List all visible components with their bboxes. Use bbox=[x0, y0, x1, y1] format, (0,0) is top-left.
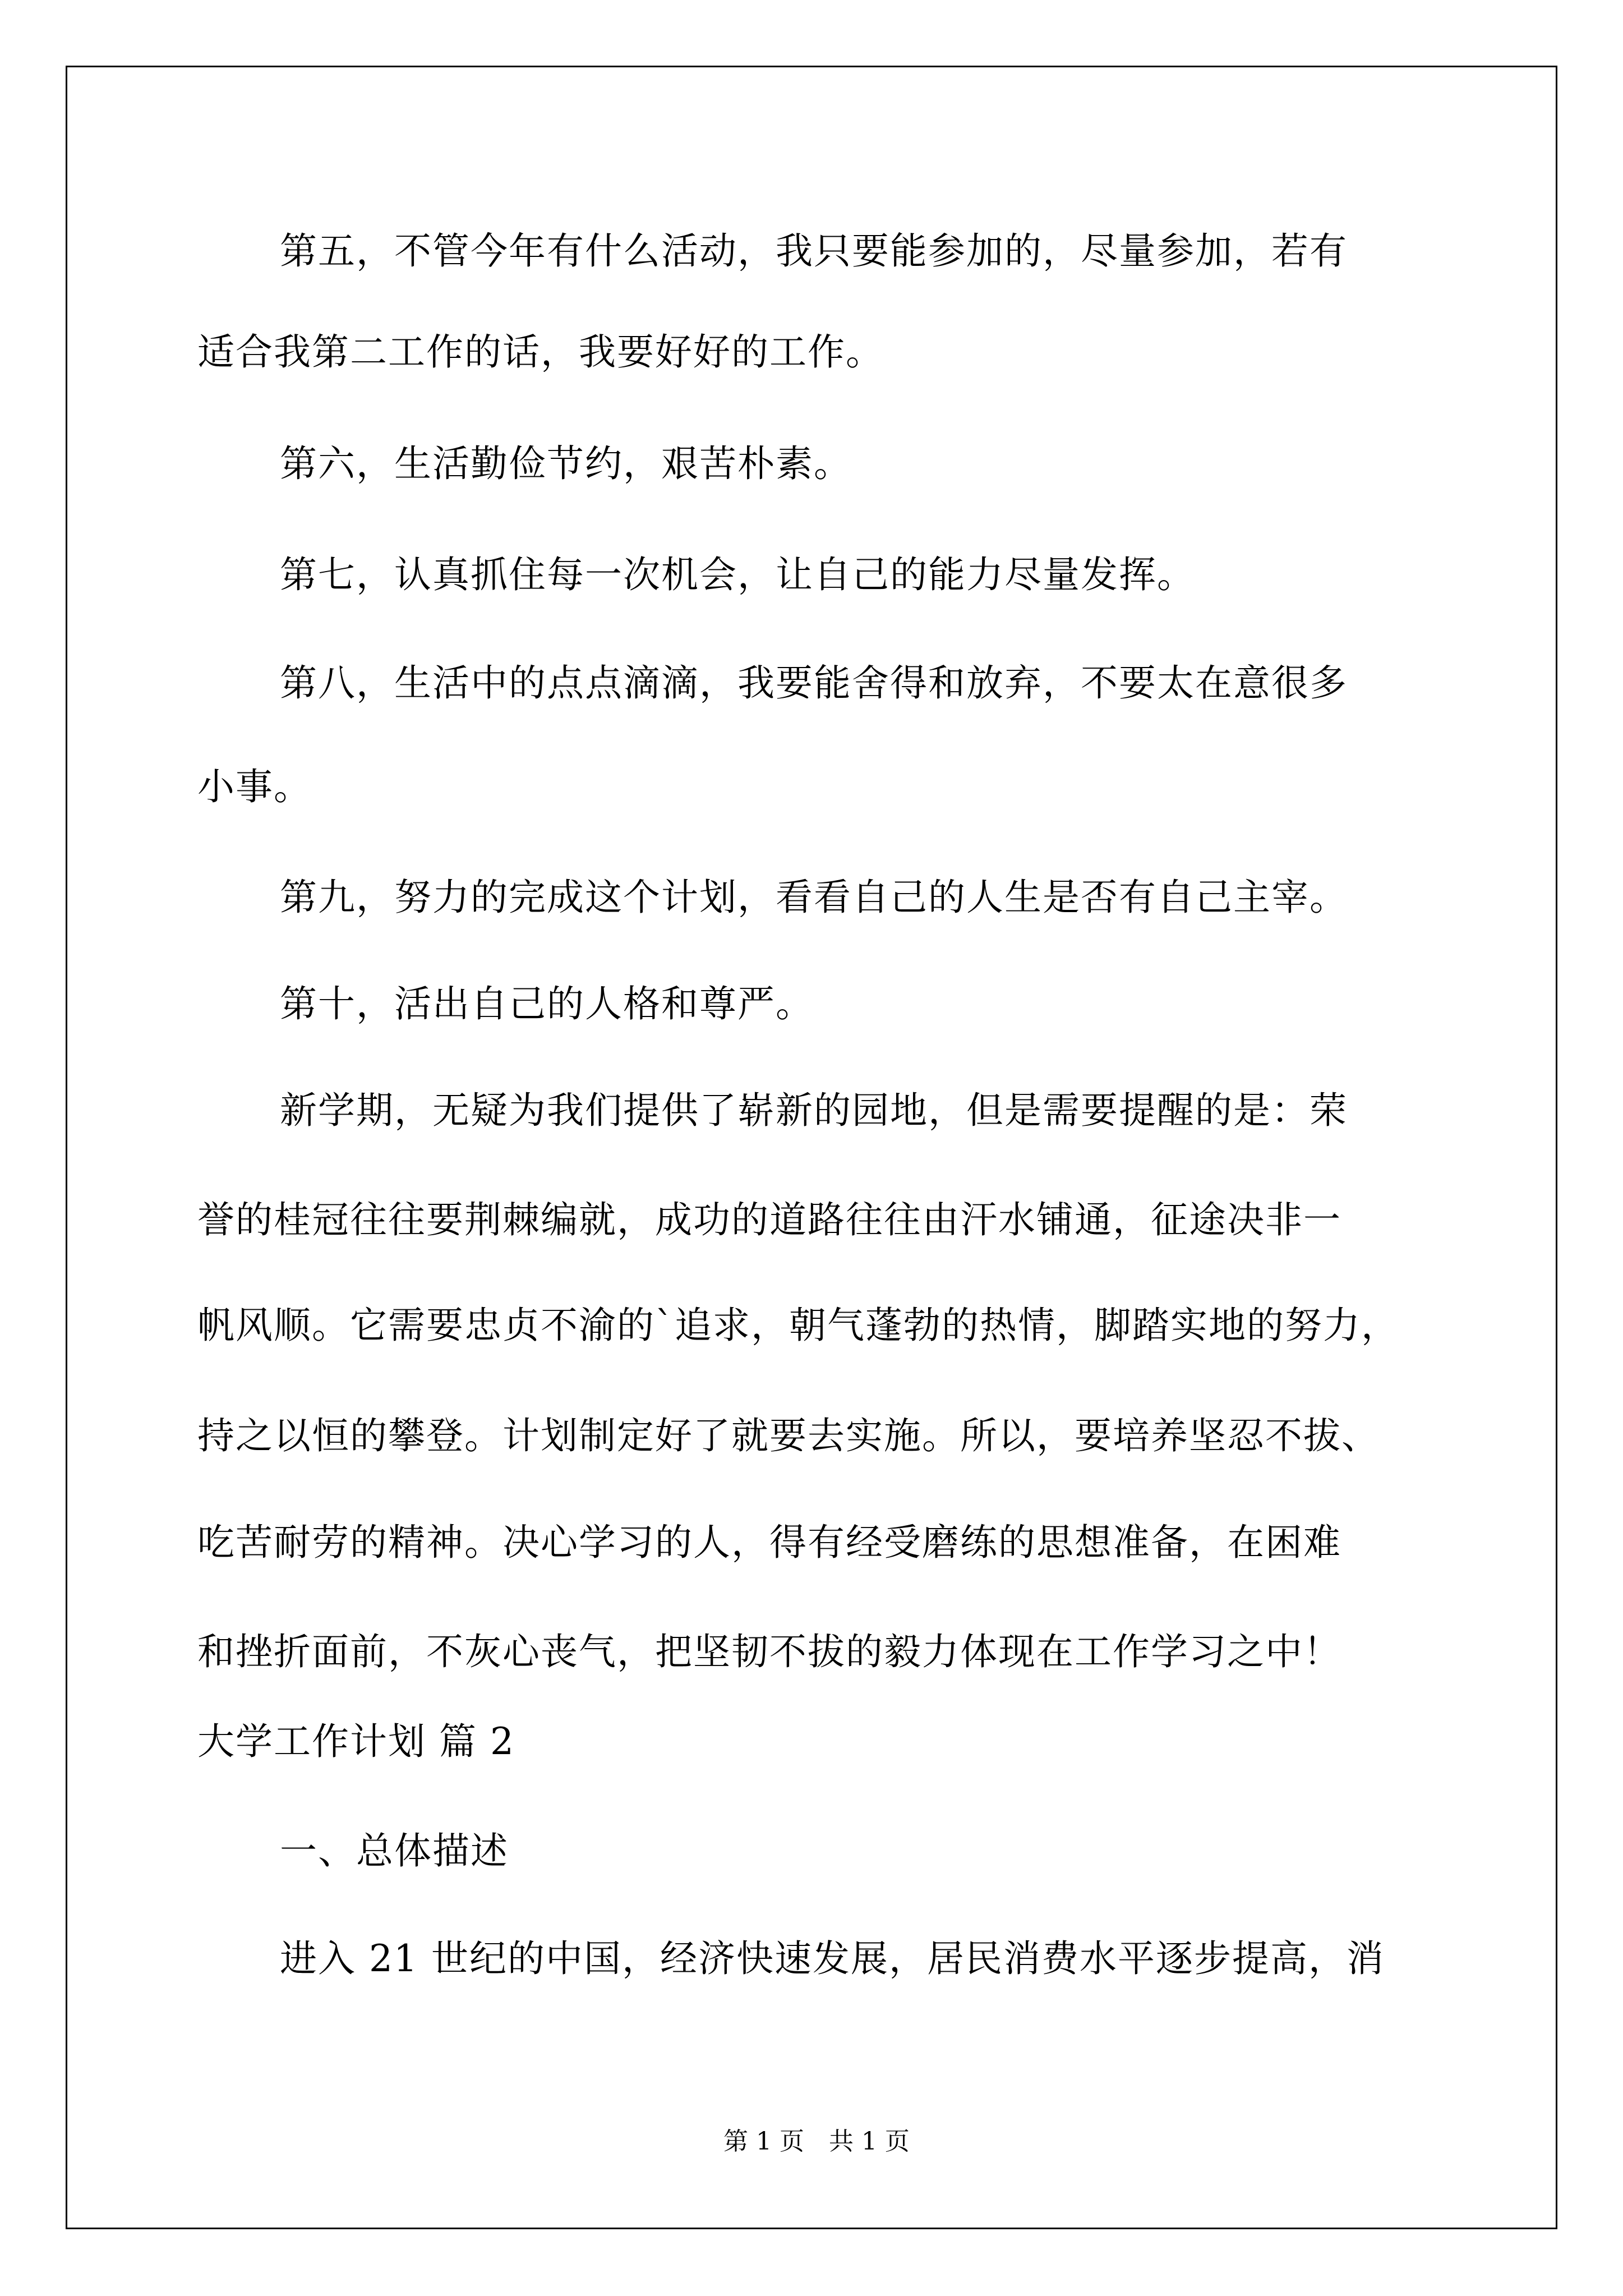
paragraph-line: 第八，生活中的点点滴滴，我要能舍得和放弃，不要太在意很多 bbox=[280, 661, 1348, 705]
page-border bbox=[66, 66, 1557, 2229]
paragraph-line: 持之以恒的攀登。计划制定好了就要去实施。所以，要培养坚忍不拔、 bbox=[197, 1414, 1380, 1457]
section-heading: 大学工作计划 篇 2 bbox=[197, 1720, 515, 1763]
paragraph-line: 帆风顺。它需要忠贞不渝的`追求，朝气蓬勃的热情，脚踏实地的努力， bbox=[197, 1304, 1399, 1347]
paragraph-line: 新学期，无疑为我们提供了崭新的园地，但是需要提醒的是：荣 bbox=[280, 1089, 1348, 1132]
paragraph-line: 吃苦耐劳的精神。决心学习的人，得有经受磨练的思想准备，在困难 bbox=[197, 1521, 1341, 1564]
paragraph-line: 和挫折面前，不灰心丧气，把坚韧不拔的毅力体现在工作学习之中！ bbox=[197, 1630, 1341, 1673]
paragraph-line: 小事。 bbox=[197, 765, 312, 808]
paragraph-line: 适合我第二工作的话，我要好好的工作。 bbox=[197, 330, 884, 374]
paragraph-line: 进入 21 世纪的中国，经济快速发展，居民消费水平逐步提高，消 bbox=[280, 1937, 1385, 1980]
paragraph-line: 誉的桂冠往往要荆棘编就，成功的道路往往由汗水铺通，征途决非一 bbox=[197, 1198, 1341, 1241]
page-footer: 第 1 页 共 1 页 bbox=[723, 2127, 910, 2156]
subsection-heading: 一、总体描述 bbox=[280, 1829, 509, 1872]
paragraph-line: 第七，认真抓住每一次机会，让自己的能力尽量发挥。 bbox=[280, 553, 1195, 596]
paragraph-line: 第九，努力的完成这个计划，看看自己的人生是否有自己主宰。 bbox=[280, 876, 1348, 919]
paragraph-line: 第五，不管今年有什么活动，我只要能参加的，尽量参加，若有 bbox=[280, 229, 1348, 273]
paragraph-line: 第十，活出自己的人格和尊严。 bbox=[280, 982, 814, 1025]
paragraph-line: 第六，生活勤俭节约，艰苦朴素。 bbox=[280, 442, 852, 485]
